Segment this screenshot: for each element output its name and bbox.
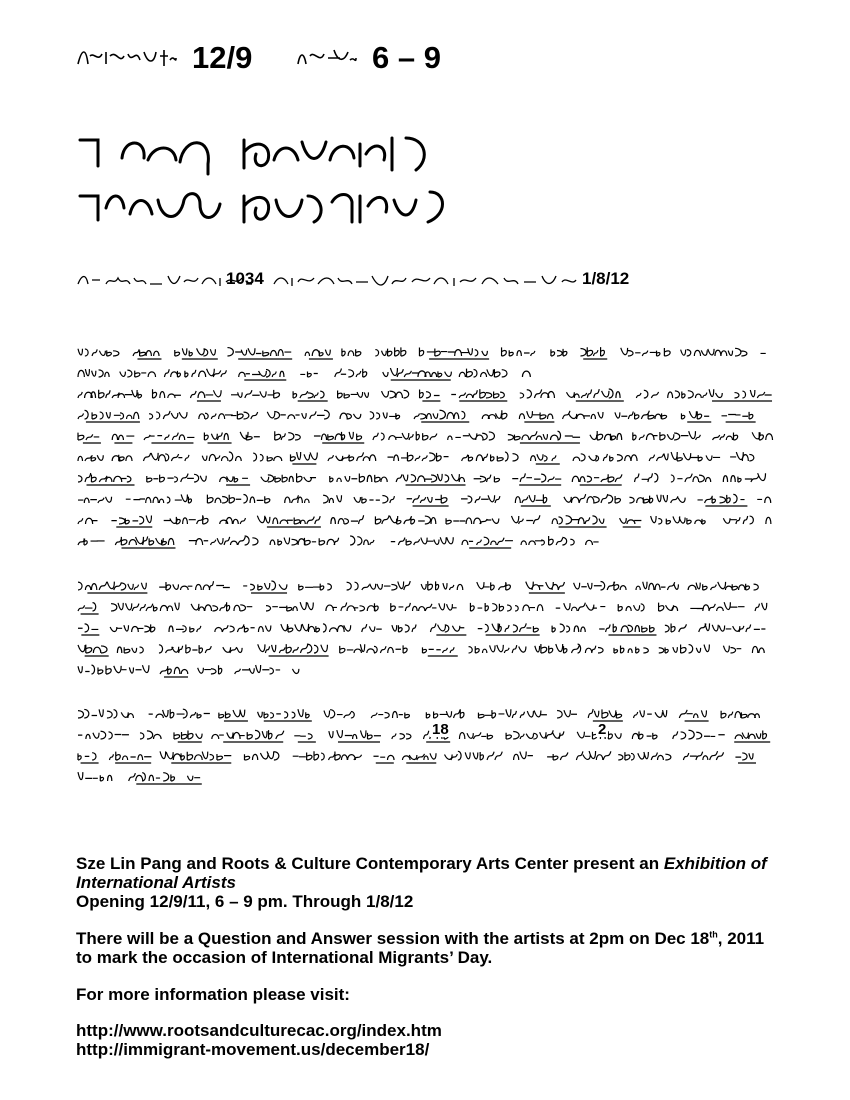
script-paragraph-3 — [76, 704, 776, 794]
header-script-word-2 — [296, 46, 358, 68]
more-info-label: For more information please visit: — [76, 985, 350, 1004]
paragraph-number-2: 2 — [598, 721, 607, 738]
paragraph-number-18: 18 — [432, 721, 449, 738]
dateline-script-2 — [272, 270, 580, 288]
qa-line-1-end: , 2011 — [717, 929, 765, 948]
script-paragraph-1 — [76, 342, 776, 554]
title-script — [76, 130, 456, 226]
link-roots-culture[interactable]: http://www.rootsandculturecac.org/index.htm — [76, 1021, 442, 1040]
script-strokes — [78, 709, 770, 784]
qa-line-1: There will be a Question and Answer session with the artists at 2pm on Dec 18 — [76, 929, 710, 948]
link-immigrant-movement[interactable]: http://immigrant-movement.us/december18/ — [76, 1040, 430, 1059]
announcement-plain: Sze Lin Pang and Roots & Culture Contemporary Arts Center present an — [76, 854, 664, 873]
qa-session-text — [76, 929, 796, 967]
qa-line-2: to mark the occasion of International Migrants’ Day. — [76, 948, 493, 967]
announcement-italic-2: International Artists — [76, 873, 236, 892]
dateline-date: 1/8/12 — [582, 269, 630, 288]
dateline-number: 1034 — [226, 269, 264, 288]
script-paragraph-2 — [76, 576, 776, 682]
header-script-word-1 — [76, 44, 178, 70]
qa-sup: th — [709, 929, 718, 940]
announcement-italic-1: Exhibition of — [663, 854, 767, 873]
opening-details: Opening 12/9/11, 6 – 9 pm. Through 1/8/12 — [76, 892, 414, 911]
links-block — [76, 1021, 796, 1059]
opening-date: 12/9 — [192, 40, 253, 75]
script-strokes — [78, 581, 767, 677]
exhibition-announcement — [76, 854, 796, 911]
opening-time: 6 – 9 — [372, 40, 441, 75]
script-strokes — [78, 347, 773, 548]
